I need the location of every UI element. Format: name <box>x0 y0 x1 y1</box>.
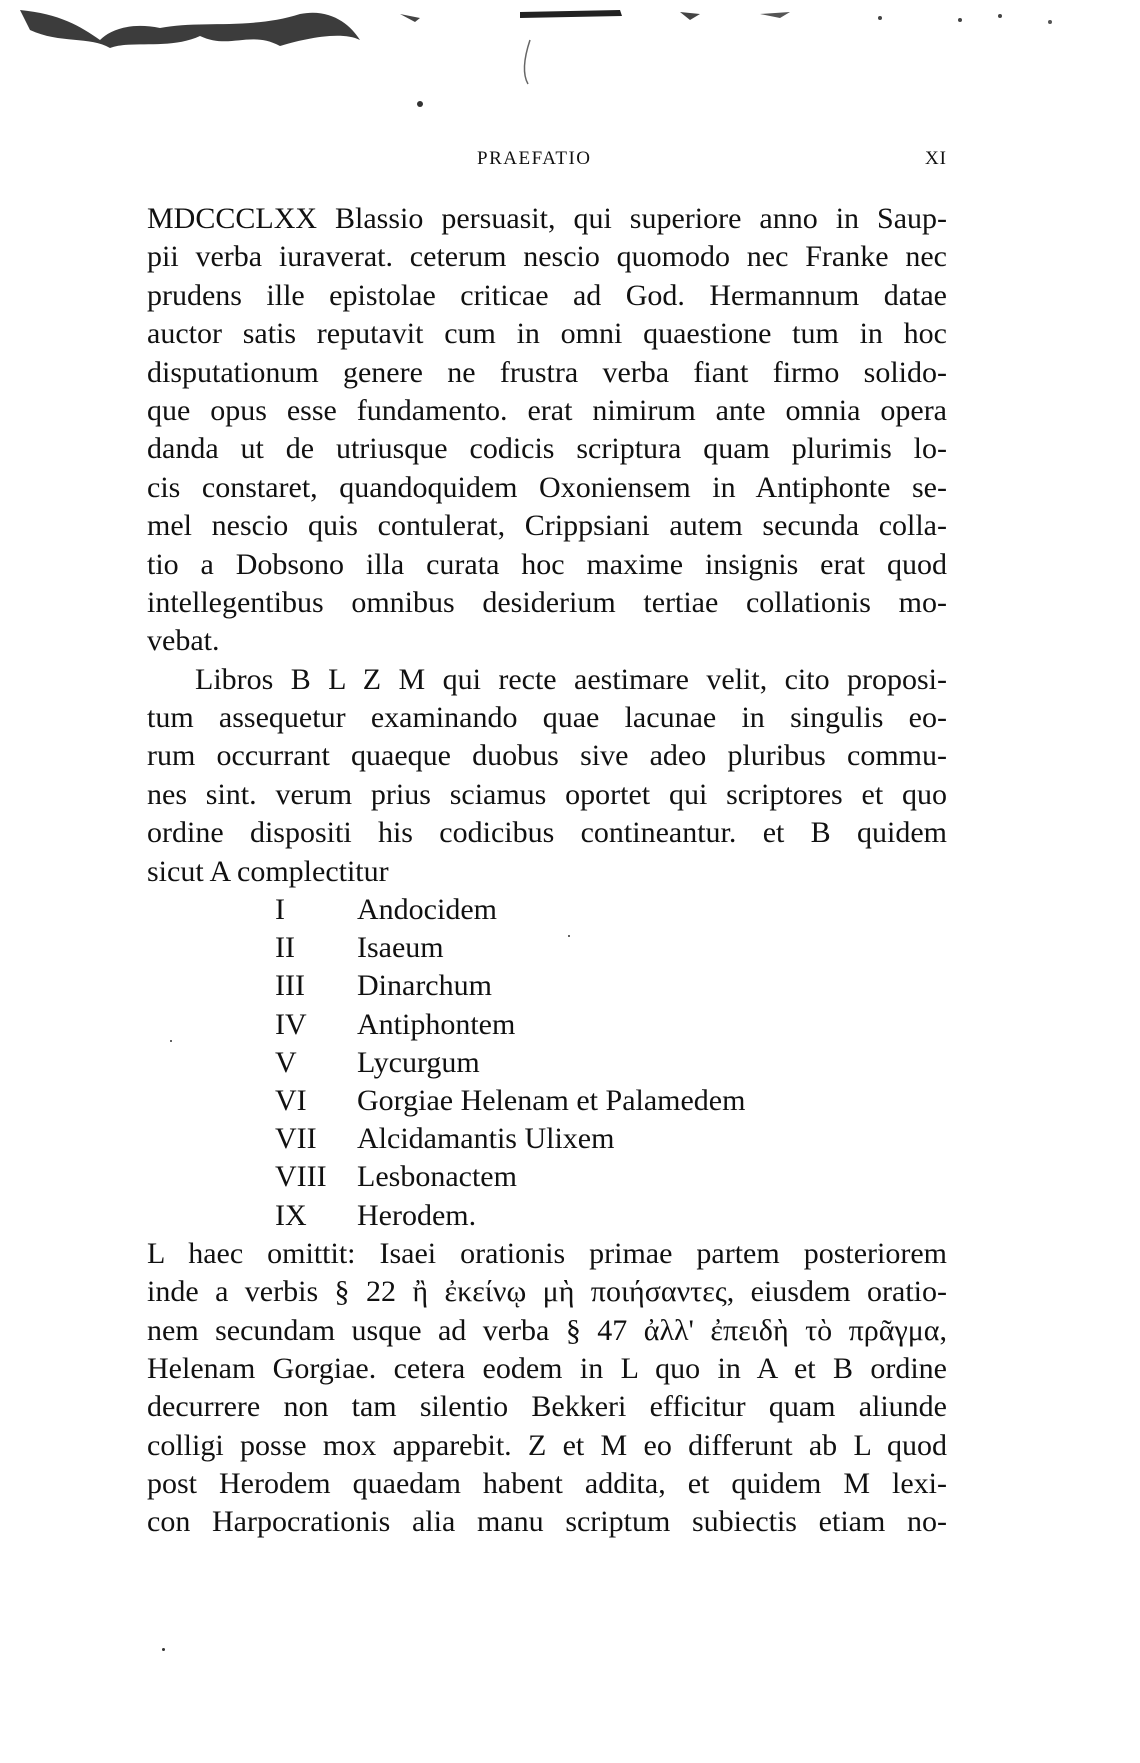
list-item <box>275 1197 947 1235</box>
scan-speck <box>162 1648 165 1651</box>
paragraph-3 <box>147 1235 947 1542</box>
list-name: Dinarchum <box>357 969 492 1003</box>
list-numeral: VI <box>275 1083 307 1117</box>
text-line: con Harpocrationis alia manu scriptum subiectis etiam no- <box>147 1505 947 1539</box>
list-name: Gorgiae Helenam et Palamedem <box>357 1083 746 1117</box>
list-numeral: II <box>275 931 295 965</box>
list-numeral: IV <box>275 1007 307 1041</box>
text-line: vebat. <box>147 624 220 658</box>
list-name: Lycurgum <box>357 1045 480 1079</box>
scan-speck <box>568 935 570 937</box>
list-item <box>275 1082 947 1120</box>
list-name: Herodem. <box>357 1198 477 1232</box>
text-line: Helenam Gorgiae. cetera eodem in L quo in A et B ordine <box>147 1351 947 1385</box>
text-line: cis constaret, quandoquidem Oxoniensem in Antiphonte se- <box>147 470 947 504</box>
text-line: disputationum genere ne frustra verba fiant firmo solido- <box>147 355 947 389</box>
list-item <box>275 1044 947 1082</box>
contents-list <box>147 891 947 1235</box>
scan-speck <box>170 1040 172 1042</box>
page-number: XI <box>924 148 947 169</box>
list-numeral: V <box>275 1045 297 1079</box>
list-numeral: VII <box>275 1122 317 1156</box>
list-numeral: I <box>275 893 285 927</box>
list-item <box>275 1158 947 1196</box>
text-line: post Herodem quaedam habent addita, et quidem M lexi- <box>147 1467 947 1501</box>
text-line: tum assequetur examinando quae lacunae in singulis eo- <box>147 701 947 735</box>
list-item <box>275 891 947 929</box>
list-item <box>275 1006 947 1044</box>
text-line: danda ut de utriusque codicis scriptura quam plurimis lo- <box>147 432 947 466</box>
list-numeral: VIII <box>275 1160 327 1194</box>
list-numeral: IX <box>275 1198 307 1232</box>
text-line: MDCCCLXX Blassio persuasit, qui superiore anno in Saup- <box>147 202 947 235</box>
text-line: sicut A complectitur <box>147 854 389 888</box>
text-line: ordine dispositi his codicibus contineantur. et B quidem <box>147 816 947 850</box>
text-line: que opus esse fundamento. erat nimirum ante omnia opera <box>147 393 947 427</box>
list-name: Alcidamantis Ulixem <box>357 1122 615 1156</box>
text-line: prudens ille epistolae criticae ad God. Hermannum datae <box>147 278 947 312</box>
text-line: nes sint. verum prius sciamus oportet qui scriptores et quo <box>147 777 947 811</box>
text-line: decurrere non tam silentio Bekkeri efficitur quam aliunde <box>147 1390 947 1424</box>
text-line: inde a verbis § 22 ἢ ἐκείνῳ μὴ ποιήσαντες, eiusdem oratio- <box>147 1275 947 1309</box>
list-name: Antiphontem <box>357 1007 516 1041</box>
text-line: L haec omittit: Isaei orationis primae partem posteriorem <box>147 1236 947 1270</box>
body-text <box>147 200 947 1542</box>
list-item <box>275 929 947 967</box>
paragraph-2 <box>147 661 947 891</box>
list-name: Isaeum <box>357 931 444 965</box>
list-name: Lesbonactem <box>357 1160 517 1194</box>
text-line: mel nescio quis contulerat, Crippsiani autem secunda colla- <box>147 509 947 543</box>
list-name: Andocidem <box>357 893 497 927</box>
list-item <box>275 967 947 1005</box>
list-numeral: III <box>275 969 305 1003</box>
text-line: Libros B L Z M qui recte aestimare velit, cito proposi- <box>195 662 947 696</box>
running-head: PRAEFATIO <box>477 148 592 169</box>
text-line: colligi posse mox apparebit. Z et M eo differunt ab L quod <box>147 1428 947 1462</box>
text-line: tio a Dobsono illa curata hoc maxime insignis erat quod <box>147 547 947 581</box>
page-header <box>147 148 947 178</box>
text-line: rum occurrant quaeque duobus sive adeo pluribus commu- <box>147 739 947 773</box>
scan-edge-artifact <box>0 0 1140 110</box>
paragraph-1 <box>147 200 947 661</box>
text-line: pii verba iuraverat. ceterum nescio quomodo nec Franke nec <box>147 240 947 274</box>
list-item <box>275 1120 947 1158</box>
text-line: intellegentibus omnibus desiderium tertiae collationis mo- <box>147 585 947 619</box>
text-line: auctor satis reputavit cum in omni quaestione tum in hoc <box>147 317 947 351</box>
text-line: nem secundam usque ad verba § 47 ἀλλ' ἐπειδὴ τὸ πρᾶγμα, <box>147 1313 947 1347</box>
